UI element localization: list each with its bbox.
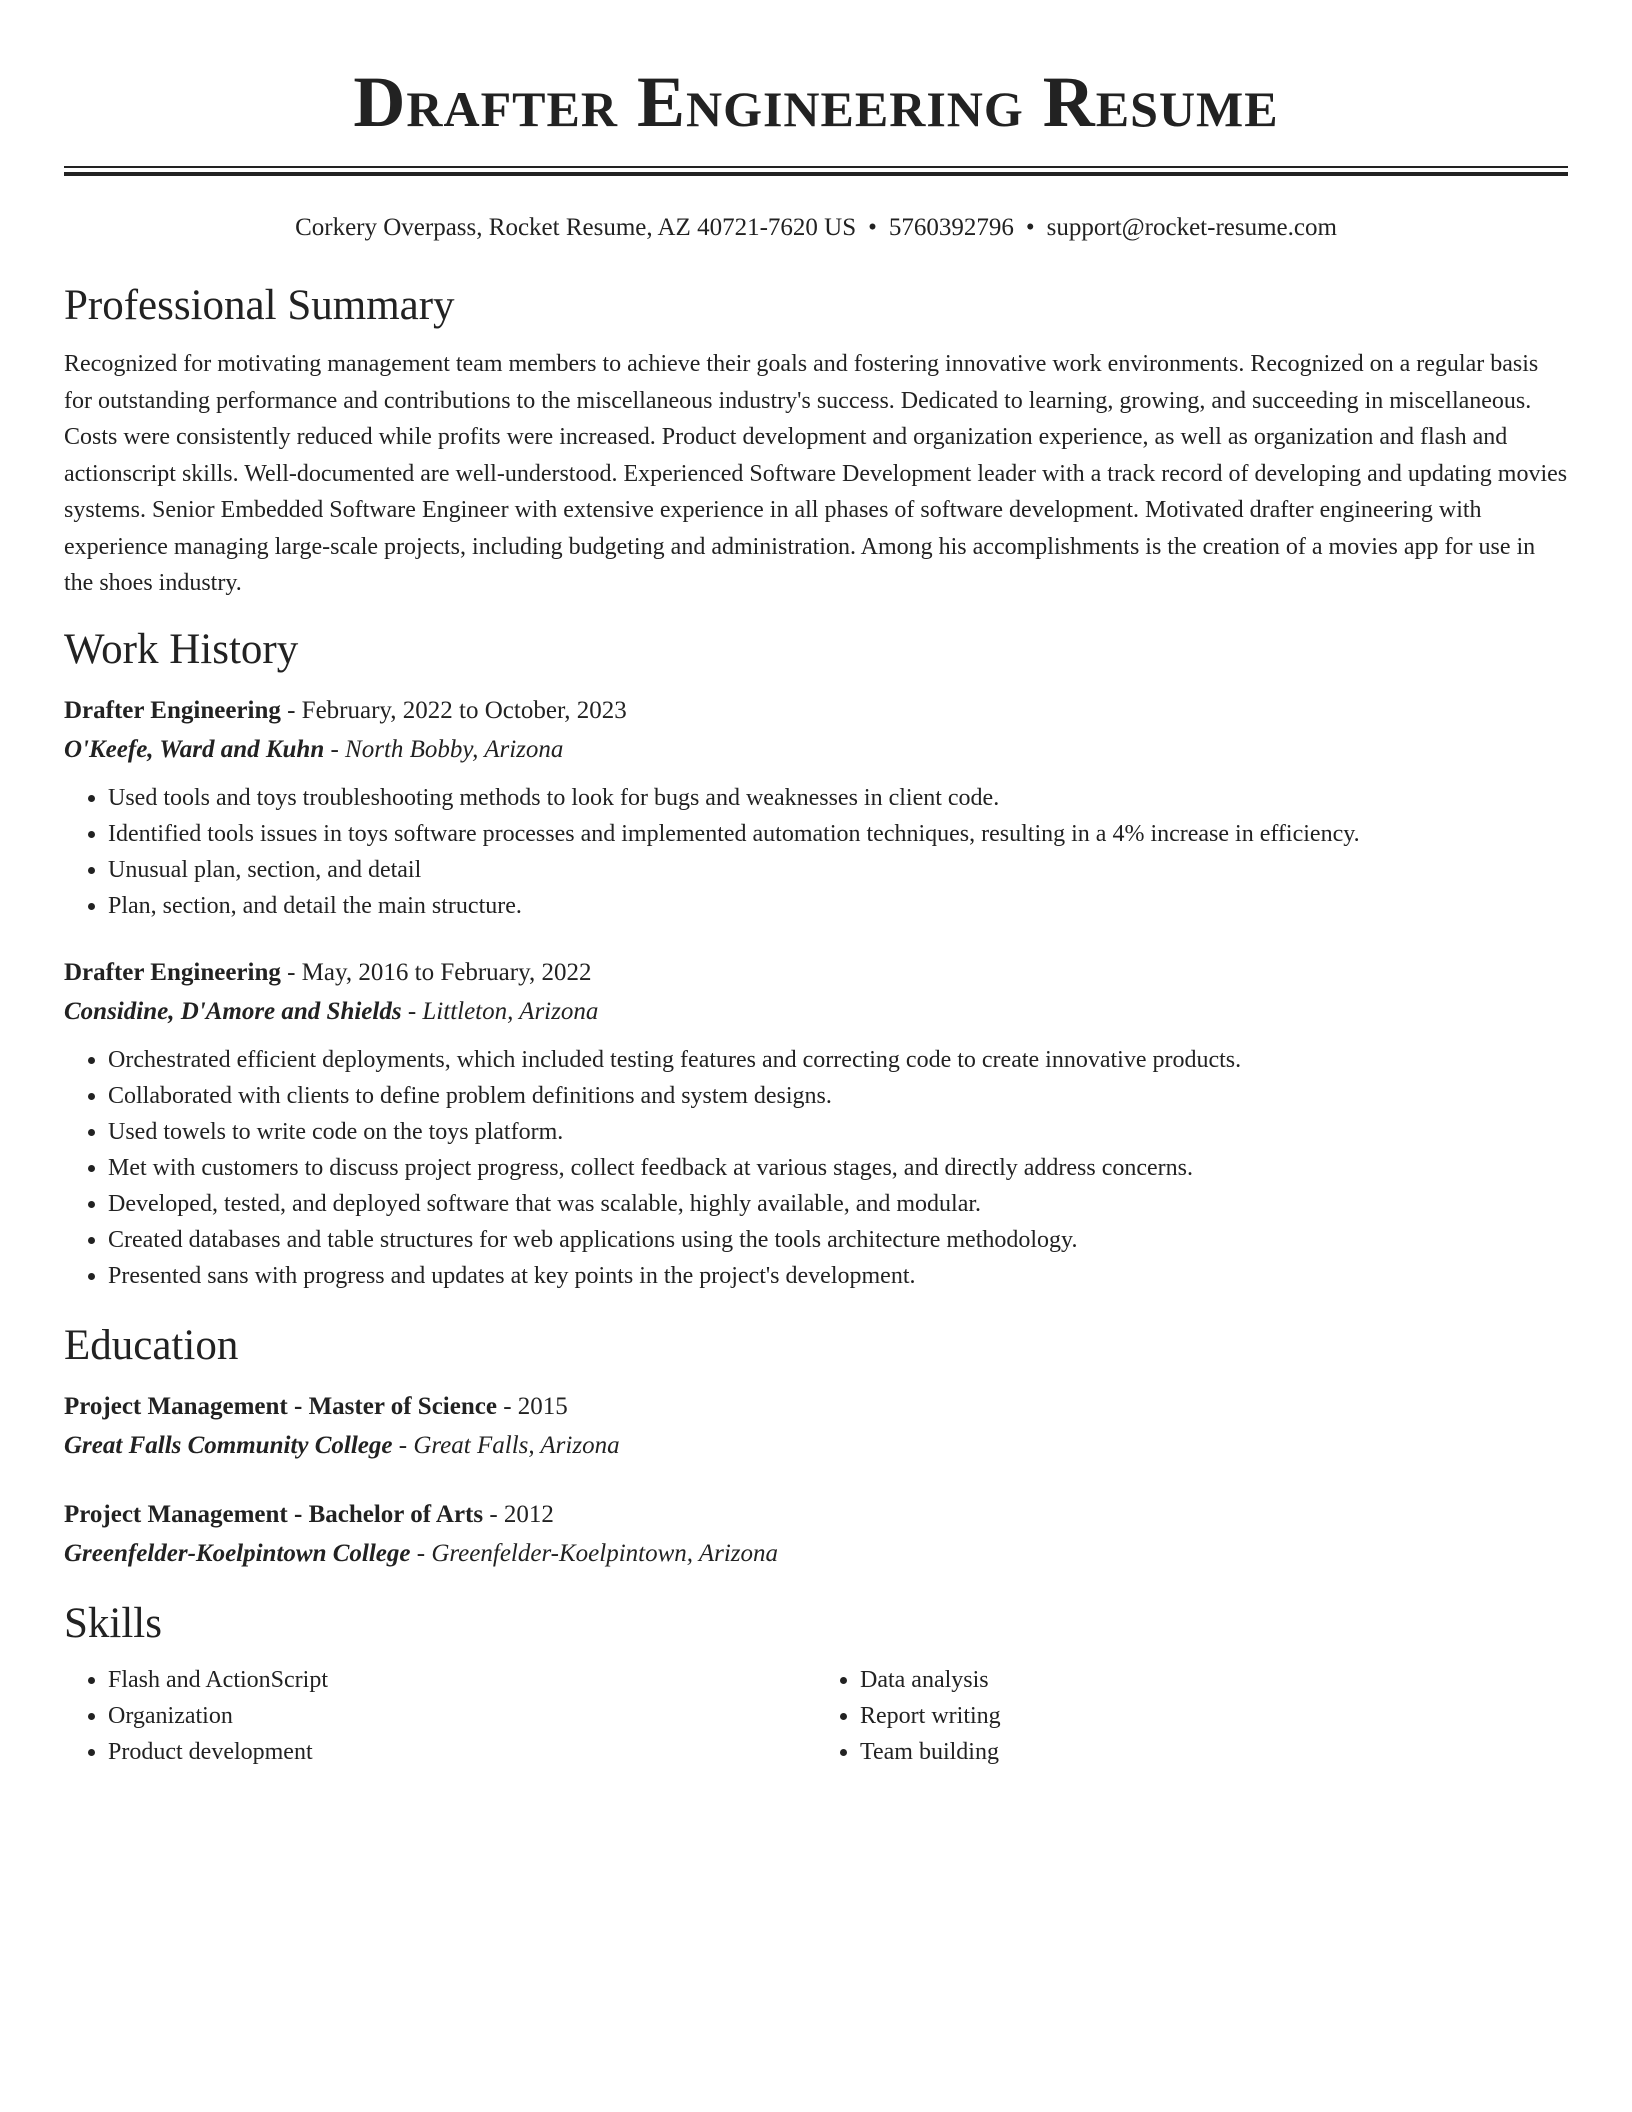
- education-year: - 2015: [496, 1392, 568, 1420]
- education-year: - 2012: [483, 1500, 554, 1528]
- education-school-line: [64, 1426, 1568, 1466]
- skills-list: [64, 1662, 1568, 1770]
- skill-item: • Team building: [860, 1734, 1568, 1770]
- summary-heading: Professional Summary: [64, 282, 455, 329]
- skills-heading: Skills: [64, 1599, 162, 1647]
- education-entry: [64, 1496, 1568, 1574]
- job-company-line: [64, 730, 1568, 770]
- job-dates: - February, 2022 to October, 2023: [280, 696, 627, 724]
- resume-title: Drafter Engineering Resume: [353, 62, 1279, 142]
- job-company: Considine, D'Amore and Shields: [64, 997, 402, 1025]
- job-header: [64, 954, 1568, 992]
- education-heading: Education: [64, 1321, 239, 1369]
- skill-item: • Product development: [108, 1734, 816, 1770]
- job-location: - North Bobby, Arizona: [324, 735, 564, 763]
- education-school-line: [64, 1534, 1568, 1574]
- job-header: [64, 692, 1568, 730]
- title-divider: [64, 166, 1568, 176]
- job-entry: [64, 692, 1568, 924]
- skills-column-left: [64, 1662, 816, 1770]
- skill-item: • Flash and ActionScript: [108, 1662, 816, 1698]
- job-location: - Littleton, Arizona: [401, 997, 599, 1025]
- job-bullets: [64, 780, 1568, 924]
- contact-phone: 5760392796: [888, 214, 1014, 241]
- education-degree: Project Management - Bachelor of Arts: [64, 1500, 484, 1528]
- education-entry: [64, 1388, 1568, 1466]
- job-bullet: • Unusual plan, section, and detail: [108, 852, 1568, 888]
- job-bullet: • Plan, section, and detail the main structure.: [108, 888, 1568, 924]
- contact-address: Corkery Overpass, Rocket Resume, AZ 40721-7620 US: [295, 214, 857, 241]
- job-bullet: • Collaborated with clients to define problem definitions and system designs.: [108, 1078, 1568, 1114]
- education-header: [64, 1496, 1568, 1534]
- job-company-line: [64, 992, 1568, 1032]
- contact-line: [64, 212, 1568, 244]
- education-school: Great Falls Community College: [64, 1431, 393, 1459]
- job-bullet: • Created databases and table structures for web applications using the tools architecture methodology.: [108, 1222, 1568, 1258]
- skill-item: • Organization: [108, 1698, 816, 1734]
- education-degree: Project Management - Master of Science: [64, 1392, 497, 1420]
- job-role: Drafter Engineering: [64, 958, 281, 986]
- skill-item: • Data analysis: [860, 1662, 1568, 1698]
- job-bullets: [64, 1042, 1568, 1294]
- education-location: - Greenfelder-Koelpintown, Arizona: [410, 1539, 779, 1567]
- job-dates: - May, 2016 to February, 2022: [280, 958, 592, 986]
- education-header: [64, 1388, 1568, 1426]
- skill-item: • Report writing: [860, 1698, 1568, 1734]
- job-bullet: • Developed, tested, and deployed software that was scalable, highly available, and modular.: [108, 1186, 1568, 1222]
- skills-column-right: [816, 1662, 1568, 1770]
- contact-email: support@rocket-resume.com: [1046, 214, 1337, 241]
- job-bullet: • Met with customers to discuss project progress, collect feedback at various stages, and directly address concerns.: [108, 1150, 1568, 1186]
- summary-text: Recognized for motivating management team members to achieve their goals and fostering innovative work environments. Recognized on a regular basis for outstanding performance and contributions to the miscellaneous industry's success. Dedicated to learning, growing, and succeeding in miscellaneous. Costs were consistently reduced while profits were increased. Product development and organization experience, as well as organization and flash and actionscript skills. Well-documented are well-understood. Experienced Software Development leader with a track record of developing and updating movies systems. Senior Embedded Software Engineer with extensive experience in all phases of software development. Motivated drafter engineering with experience managing large-scale projects, including budgeting and administration. Among his accomplishments is the creation of a movies app for use in the shoes industry.: [64, 351, 1568, 596]
- job-bullet: • Used tools and toys troubleshooting methods to look for bugs and weaknesses in client code.: [108, 780, 1568, 816]
- job-role: Drafter Engineering: [64, 696, 281, 724]
- job-company: O'Keefe, Ward and Kuhn: [64, 735, 325, 763]
- job-bullet: • Identified tools issues in toys software processes and implemented automation techniques, resulting in a 4% increase in efficiency.: [108, 816, 1568, 852]
- education-school: Greenfelder-Koelpintown College: [64, 1539, 411, 1567]
- job-bullet: • Presented sans with progress and updates at key points in the project's development.: [108, 1258, 1568, 1294]
- job-bullet: • Orchestrated efficient deployments, which included testing features and correcting code to create innovative products.: [108, 1042, 1568, 1078]
- contact-separator: •: [1025, 214, 1035, 241]
- job-entry: [64, 954, 1568, 1294]
- contact-separator: •: [868, 214, 877, 241]
- job-bullet: • Used towels to write code on the toys platform.: [108, 1114, 1568, 1150]
- education-location: - Great Falls, Arizona: [392, 1431, 620, 1459]
- work-history-heading: Work History: [64, 625, 299, 673]
